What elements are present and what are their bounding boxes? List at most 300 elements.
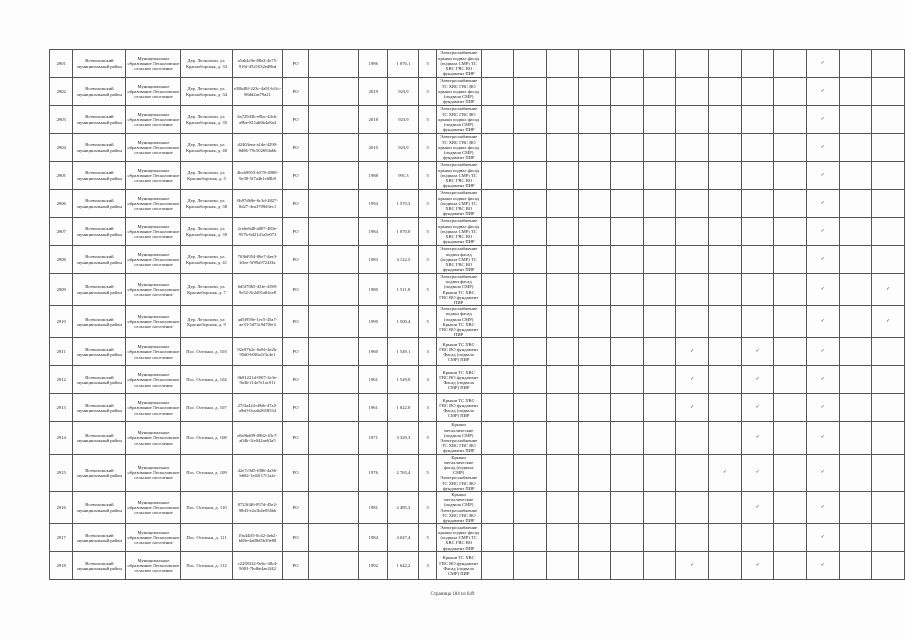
address-cell: Дер. Лесколово, ул. Красноборская, д. 35 [181,106,232,134]
address-cell: Дер. Лесколово, ул. Красноборская, д. 33 [181,50,232,78]
work-column-12 [839,422,871,454]
municipality-cell: Муниципальное образование Лесколовское сельское поселение [126,190,181,218]
register-table [49,49,905,580]
code-cell: РО [283,50,308,78]
municipality-cell: Муниципальное образование Лесколовское сельское поселение [126,218,181,246]
area-cell: 923,9 [388,106,419,134]
work-column-10 [774,134,806,162]
work-column-7 [676,366,709,394]
municipality-cell: Муниципальное образование Лесколовское сельское поселение [126,134,181,162]
empty-cell [308,306,359,338]
work-column-5 [611,492,643,524]
work-column-6 [643,106,675,134]
works-cell: Электроснабжение крыши подвал фасад (подвала СМР) ТС ХВС ГВС ВО фундамент ПИР [438,50,480,77]
work-column-3 [546,552,578,580]
area-cell: 2 765,4 [388,454,419,491]
work-column-12 [839,552,871,580]
floors-cell: 3 [419,366,436,394]
work-column-10 [774,50,806,78]
municipality-cell: Муниципальное образование Лесколовское сельское поселение [126,524,181,552]
work-column-5 [611,454,643,491]
municipality-cell: Муниципальное образование Лесколовское сельское поселение [126,338,181,366]
work-column-8 [709,274,742,306]
table-row [50,106,905,134]
work-column-3 [546,524,578,552]
work-column-12 [839,524,871,552]
work-column-6 [643,422,675,454]
district-cell: Всеволожский муниципальный район [73,552,126,580]
work-column-4 [578,190,610,218]
work-column-10 [774,394,806,422]
work-column-10 [774,246,806,274]
work-column-10 [774,524,806,552]
work-column-10 [774,338,806,366]
work-column-7 [676,524,709,552]
works-cell: Электроснабжение подвал фасад (подвала СМР) Крыши ТС ХВС ГВС ВО фундамент ПИР [436,306,481,338]
check-mark-icon: ✓ [820,470,825,476]
work-column-7 [676,306,709,338]
work-column-11 [806,492,839,524]
work-column-7 [676,492,709,524]
work-column-13 [872,162,905,190]
row-number: 2908 [50,246,73,274]
work-column-4 [578,454,610,491]
row-number: 2905 [50,162,73,190]
code-cell: РО [283,524,308,552]
work-column-1 [481,190,513,218]
work-column-11 [806,50,839,78]
year-cell: 1984 [359,218,388,246]
district-cell: Всеволожский муниципальный район [73,338,126,366]
work-column-8 [709,394,742,422]
work-column-13 [872,422,905,454]
work-column-6 [643,366,675,394]
code-cell: РО [283,218,308,246]
municipality-cell: Муниципальное образование Лесколовское сельское поселение [126,492,181,524]
work-column-10 [774,190,806,218]
address-cell: Дер. Лесколово, ул. Красноборская, д. 39 [181,218,232,246]
check-mark-icon: ✓ [820,60,825,66]
work-column-12 [839,78,871,106]
work-column-5 [611,366,643,394]
work-column-7 [676,274,709,306]
work-column-12 [839,50,871,78]
work-column-1 [481,454,513,491]
work-column-5 [611,552,643,580]
works-cell: Электроснабжение ТС ХВС ГВС ВО крыши подвал фасад (подвала СМР) фундамент ПИР [438,134,480,161]
check-mark-icon: ✓ [820,319,825,325]
address-cell: Дер. Лесколово, ул. Красноборская, д. 9 [181,306,232,338]
check-mark-icon: ✓ [820,116,825,122]
code-cell: РО [283,366,308,394]
area-cell: 923,9 [388,134,419,162]
guid-cell: 6d5f7065-43fe-4198-9e52-8c2d91a84ce8 [232,274,283,306]
work-column-10 [774,366,806,394]
check-mark-icon: ✓ [820,200,825,206]
code-cell: РО [283,306,308,338]
area-cell: 1 022,0 [388,394,419,422]
work-column-6 [643,190,675,218]
table-row [50,134,905,162]
work-column-12 [839,274,871,306]
work-column-11 [806,78,839,106]
work-column-4 [578,50,610,78]
district-cell: Всеволожский муниципальный район [73,274,126,306]
municipality-cell: Муниципальное образование Лесколовское сельское поселение [126,50,181,78]
work-column-5 [611,218,643,246]
work-column-9 [741,454,774,491]
work-column-2 [514,366,546,394]
code-cell: РО [283,246,308,274]
year-cell: 1981 [359,492,388,524]
check-mark-icon: ✓ [886,287,890,292]
guid-cell: 6a72943b-e9bc-44cb-a9be-811ab6b4e8a4 [232,106,283,134]
table-row [50,524,905,552]
work-column-13 [872,552,905,580]
work-column-6 [643,552,675,580]
work-column-4 [578,552,610,580]
work-column-4 [578,274,610,306]
work-column-7 [676,134,709,162]
row-number: 2906 [50,190,73,218]
district-cell: Всеволожский муниципальный район [73,306,126,338]
year-cell: 1992 [359,552,388,580]
work-column-6 [643,218,675,246]
work-column-1 [481,492,513,524]
table-row [50,50,905,78]
code-cell: РО [283,274,308,306]
check-mark-icon: ✓ [755,377,760,383]
work-column-4 [578,524,610,552]
address-cell: Пос. Осельки, д. 103 [181,338,232,366]
table-row [50,422,905,454]
area-cell: 1 549,0 [388,366,419,394]
guid-cell: 7f06d954-06e7-4ee3-b5ee-5f99a9724f3a [232,246,283,274]
area-cell: 1 511,8 [388,274,419,306]
work-column-9 [741,162,774,190]
code-cell: РО [283,394,308,422]
guid-cell: a5ab4c9e-88a3-4e75-916f-4521032ed8bd [232,50,283,78]
works-cell: Электроснабжение ТС ХВС ГВС ВО крыши подвал фасад (подвала СМР) фундамент ПИР [438,106,480,133]
area-cell: 3 329,3 [388,422,419,454]
area-cell: 1 076,1 [388,50,419,78]
work-column-5 [611,394,643,422]
check-mark-icon: ✓ [755,435,760,441]
work-column-13 [872,134,905,162]
work-column-13 [872,454,905,491]
work-column-13 [872,366,905,394]
guid-cell: ad5f959e-1ec5-45a7-ae33-5d73c9d70fe3 [232,306,283,338]
work-column-1 [481,366,513,394]
district-cell: Всеволожский муниципальный район [73,454,126,491]
works-cell: Электроснабжение ТС ХВС ГВС ВО крыши подвал фасад (подвала СМР) фундамент ПИР [438,78,480,105]
empty-cell [308,162,359,190]
work-column-2 [514,524,546,552]
row-number: 2909 [50,274,73,306]
address-cell: Дер. Лесколово, ул. Красноборская, д. 34 [181,78,232,106]
check-mark-icon: ✓ [820,435,825,441]
work-column-2 [514,162,546,190]
district-cell: Всеволожский муниципальный район [73,162,126,190]
check-mark-icon: ✓ [820,256,825,262]
work-column-7 [676,106,709,134]
work-column-13 [872,78,905,106]
work-column-9 [741,366,774,394]
work-column-7 [676,454,709,491]
work-column-3 [546,190,578,218]
empty-cell [308,338,359,366]
empty-cell [308,78,359,106]
municipality-cell: Муниципальное образование Лесколовское сельское поселение [126,274,181,306]
work-column-3 [546,454,578,491]
work-column-11 [806,394,839,422]
work-column-8 [709,422,742,454]
district-cell: Всеволожский муниципальный район [73,422,126,454]
floors-cell: 5 [419,306,436,338]
work-column-1 [481,246,513,274]
check-mark-icon: ✓ [755,505,760,511]
work-column-6 [643,162,675,190]
address-cell: Пос. Осельки, д. 107 [181,394,232,422]
code-cell: РО [283,338,308,366]
check-mark-icon: ✓ [690,405,695,411]
guid-cell: 0723f4f6-857d-45e2-98d3-e2a1b4e054bb [232,492,283,524]
empty-cell [308,422,359,454]
work-column-5 [611,162,643,190]
table-row [50,306,905,338]
district-cell: Всеволожский муниципальный район [73,366,126,394]
work-column-1 [481,50,513,78]
work-column-9 [741,306,774,338]
work-column-4 [578,162,610,190]
work-column-11 [806,524,839,552]
municipality-cell: Муниципальное образование Лесколовское сельское поселение [126,162,181,190]
table-row [50,366,905,394]
work-column-4 [578,306,610,338]
work-column-7 [676,552,709,580]
works-cell: Крыши металлические (подвала СМР) Электроснабжение ТС ХВС ГВС ВО фундамент ПИР [436,422,481,454]
works-cell: Электроснабжение крыши подвал фасад (подвала СМР) ТС ХВС ГВС ВО фундамент ПИР [438,524,480,551]
year-cell: 1960 [359,338,388,366]
row-number: 2915 [50,454,73,491]
check-mark-icon: ✓ [820,88,825,94]
address-cell: Дер. Лесколово, ул. Красноборская, д. 38 [181,190,232,218]
check-mark-icon: ✓ [820,144,825,150]
work-column-8 [709,162,742,190]
work-column-12 [839,106,871,134]
year-cell: 1986 [359,50,388,78]
work-column-13 [872,492,905,524]
floors-cell: 3 [419,552,436,580]
works-cell: Электроснабжение крыши подвал фасад (подвала СМР) ТС ХВС ГВС ВО фундамент ПИР [438,218,480,245]
guid-cell: e8a9bd09-0962-43c7-a04b-1fe042ae63a5 [232,422,283,454]
guid-cell: e38b48f-223c-4a91-b1fc-98dd2ae79a21 [232,78,283,106]
work-column-6 [643,306,675,338]
work-column-5 [611,274,643,306]
work-column-9 [741,338,774,366]
work-column-9 [741,190,774,218]
work-column-5 [611,190,643,218]
municipality-cell: Муниципальное образование Лесколовское сельское поселение [126,246,181,274]
address-cell: Пос. Осельки, д. 110 [181,492,232,524]
work-column-8 [709,366,742,394]
area-cell: 1 500,4 [388,306,419,338]
work-column-1 [481,274,513,306]
work-column-7 [676,422,709,454]
table-row [50,338,905,366]
address-cell: Дер. Лесколово, ул. Красноборская, д. 7 [181,274,232,306]
work-column-12 [839,306,871,338]
work-column-8 [709,552,742,580]
work-column-3 [546,162,578,190]
work-column-13 [872,218,905,246]
code-cell: РО [283,552,308,580]
work-column-9 [741,524,774,552]
row-number: 2903 [50,106,73,134]
work-column-12 [839,492,871,524]
empty-cell [308,492,359,524]
guid-cell: 4bcb9953-b578-4988-9e38-5f7a4b1e68b9 [232,162,283,190]
check-mark-icon: ✓ [820,535,825,541]
empty-cell [308,246,359,274]
code-cell: РО [283,134,308,162]
work-column-9 [741,394,774,422]
works-cell: Крыши металлические фасад (подвала СМР) Электроснабжение ТС ХВС ГВС ВО фундамент ПИР [436,454,481,491]
works-cell: Крыши металлические (подвала СМР) Электроснабжение ТС ХВС ГВС ВО фундамент ПИР [436,492,481,524]
year-cell: 2018 [359,106,388,134]
work-column-3 [546,338,578,366]
work-column-9 [741,78,774,106]
work-column-7 [676,50,709,78]
work-column-4 [578,338,610,366]
floors-cell: 5 [419,454,436,491]
work-column-10 [774,78,806,106]
address-cell: Дер. Лесколово, ул. Красноборская, д. 40 [181,134,232,162]
check-mark-icon: ✓ [723,470,727,476]
work-column-7 [676,78,709,106]
work-column-10 [774,162,806,190]
work-column-6 [643,50,675,78]
code-cell: РО [283,78,308,106]
work-column-4 [578,246,610,274]
work-column-10 [774,274,806,306]
work-column-11 [806,366,839,394]
address-cell: Пос. Осельки, д. 109 [181,454,232,491]
work-column-5 [611,106,643,134]
guid-cell: d2403eea-a1de-4290-8d86-79c502694a6b [232,134,283,162]
work-column-4 [578,106,610,134]
work-column-11 [806,246,839,274]
area-cell: 923,9 [388,78,419,106]
work-column-12 [839,246,871,274]
work-column-4 [578,394,610,422]
row-number: 2916 [50,492,73,524]
work-column-9 [741,552,774,580]
check-mark-icon: ✓ [820,405,825,411]
year-cell: 1961 [359,394,388,422]
work-column-3 [546,274,578,306]
work-column-2 [514,246,546,274]
work-column-8 [709,78,742,106]
work-column-3 [546,366,578,394]
address-cell: Пос. Осельки, д. 112 [181,552,232,580]
code-cell: РО [283,162,308,190]
check-mark-icon: ✓ [755,470,760,476]
work-column-5 [611,50,643,78]
district-cell: Всеволожский муниципальный район [73,394,126,422]
work-column-9 [741,422,774,454]
area-cell: 991,3 [388,162,419,190]
work-column-3 [546,246,578,274]
works-cell: Электроснабжение подвал фасад (подвала СМР) ТС ХВС ГВС ВО фундамент ПИР [436,246,481,274]
check-mark-icon: ✓ [820,377,825,383]
area-cell: 1 642,2 [388,552,419,580]
work-column-8 [709,246,742,274]
floors-cell: 5 [419,492,436,524]
work-column-5 [611,422,643,454]
check-mark-icon: ✓ [886,319,890,325]
work-column-8 [709,306,742,338]
table-row [50,394,905,422]
work-column-11 [806,274,839,306]
works-cell: Крыши ТС ХВС ГВС ВО фундамент Фасад (подвала СМР) ПИР [436,338,481,366]
works-cell: Электроснабжение крыши подвал фасад (подвала СМР) ТС ХВС ГВС ВО фундамент ПИР [438,162,480,189]
check-mark-icon: ✓ [820,172,825,178]
work-column-9 [741,218,774,246]
guid-cell: 42e7c9d5-f086-4a36-b682-1e02f17f1a2e [232,454,283,491]
work-column-13 [872,306,905,338]
code-cell: РО [283,106,308,134]
works-cell: Крыши ТС ХВС ГВС ВО фундамент Фасад (подвала СМР) ПИР [436,366,481,394]
row-number: 2918 [50,552,73,580]
work-column-9 [741,274,774,306]
work-column-1 [481,422,513,454]
work-column-9 [741,106,774,134]
municipality-cell: Муниципальное образование Лесколовское сельское поселение [126,454,181,491]
municipality-cell: Муниципальное образование Лесколовское сельское поселение [126,552,181,580]
address-cell: Пос. Осельки, д. 104 [181,366,232,394]
table-row [50,492,905,524]
table-row [50,274,905,306]
work-column-13 [872,338,905,366]
table-row [50,552,905,580]
work-column-3 [546,106,578,134]
work-column-13 [872,246,905,274]
work-column-8 [709,454,742,491]
work-column-2 [514,106,546,134]
work-column-12 [839,218,871,246]
guid-cell: c2258332-9e6c-4fb4-9003-7bd6e4ae2f42 [232,552,283,580]
empty-cell [308,190,359,218]
work-column-10 [774,492,806,524]
check-mark-icon: ✓ [755,349,760,355]
work-column-2 [514,394,546,422]
work-column-12 [839,134,871,162]
work-column-4 [578,218,610,246]
work-column-11 [806,190,839,218]
area-cell: 4 047,4 [388,524,419,552]
row-number: 2917 [50,524,73,552]
work-column-1 [481,338,513,366]
work-column-3 [546,306,578,338]
guid-cell: 27f3a424-d9eb-47a5-a9e0-0caab2658534 [232,394,283,422]
work-column-5 [611,78,643,106]
work-column-1 [481,162,513,190]
empty-cell [308,454,359,491]
floors-cell: 3 [419,338,436,366]
page-footer: Страница 184 из 649 [430,592,475,597]
work-column-13 [872,106,905,134]
